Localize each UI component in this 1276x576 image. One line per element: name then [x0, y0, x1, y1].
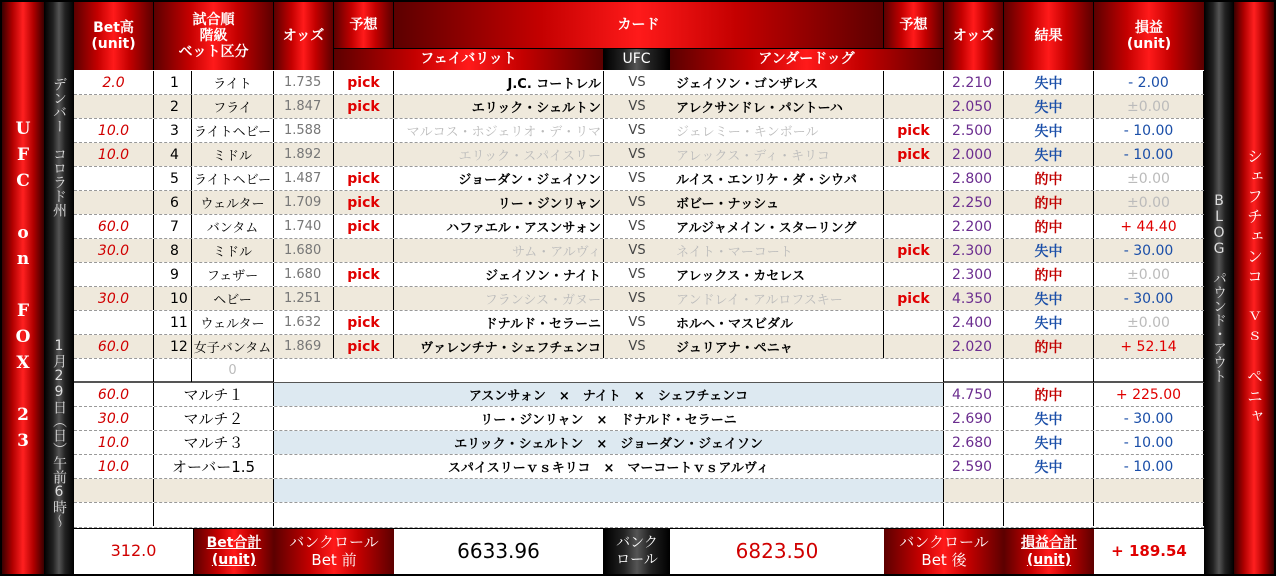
profit-loss: - 30.00: [1094, 239, 1204, 262]
profit-loss: - 10.00: [1094, 143, 1204, 166]
bet-amount: [74, 263, 154, 286]
favorite-odds: 1.680: [274, 263, 334, 286]
favorite-pick: pick: [334, 335, 394, 358]
favorite-odds: 1.740: [274, 215, 334, 238]
multi-odds: [944, 479, 1004, 502]
fight-number: 10: [154, 287, 192, 310]
underdog-pick: [884, 263, 944, 286]
fight-number: 6: [154, 191, 192, 214]
multi-label: マルチ３: [154, 431, 274, 454]
bet-amount: 10.0: [74, 431, 154, 454]
underdog-pick: pick: [884, 239, 944, 262]
multi-row: [74, 455, 1204, 479]
result: 失中: [1004, 431, 1094, 454]
fight-row: [74, 263, 1204, 287]
underdog-odds: 2.250: [944, 191, 1004, 214]
favorite-fighter: ジョーダン・ジェイソン: [394, 167, 604, 190]
fight-row: [74, 71, 1204, 95]
vs-label: VS: [604, 95, 670, 118]
underdog-odds: 2.000: [944, 143, 1004, 166]
underdog-odds: 2.500: [944, 119, 1004, 142]
favorite-fighter: リー・ジンリャン: [394, 191, 604, 214]
multi-description: [274, 479, 944, 502]
favorite-odds: 1.588: [274, 119, 334, 142]
result: 失中: [1004, 407, 1094, 430]
bet-amount: [74, 503, 154, 526]
multi-odds: 4.750: [944, 383, 1004, 406]
bet-amount: 30.0: [74, 407, 154, 430]
blank-row: [74, 503, 1204, 528]
underdog-odds: 2.050: [944, 95, 1004, 118]
bankroll-before: 6633.96: [394, 529, 604, 574]
underdog-pick: [884, 335, 944, 358]
profit-loss: - 10.00: [1094, 431, 1204, 454]
fight-row: [74, 95, 1204, 119]
favorite-odds: 1.709: [274, 191, 334, 214]
underdog-odds: 2.300: [944, 239, 1004, 262]
favorite-pick: pick: [334, 263, 394, 286]
fight-row: [74, 335, 1204, 359]
underdog-pick: [884, 311, 944, 334]
bet-amount: 10.0: [74, 143, 154, 166]
fight-row: [74, 239, 1204, 263]
header-bet: Bet高 (unit): [74, 2, 154, 70]
bankroll-after: 6823.50: [735, 539, 819, 563]
multi-odds: [944, 503, 1004, 526]
result: [1004, 479, 1094, 502]
event-title: UFC on FOX 23: [2, 2, 44, 574]
blog-label: BLOG パウンド・アウト: [1204, 2, 1234, 574]
favorite-pick: [334, 239, 394, 262]
vs-label: VS: [604, 239, 670, 262]
result: 失中: [1004, 287, 1094, 310]
fight-row: [74, 167, 1204, 191]
empty-row: [74, 359, 1204, 383]
multi-label: マルチ１: [154, 383, 274, 406]
profit-loss: ±0.00: [1094, 191, 1204, 214]
pl-total: + 189.54: [1111, 541, 1187, 560]
favorite-fighter: サム・アルヴィ: [394, 239, 604, 262]
bet-amount: 60.0: [74, 335, 154, 358]
multi-description: スパイスリーｖｓキリコ × マーコートｖｓアルヴィ: [274, 455, 944, 478]
profit-loss: [1094, 503, 1204, 526]
bet-amount: 10.0: [74, 119, 154, 142]
vs-label: VS: [628, 171, 646, 186]
card-cell: [274, 359, 944, 382]
result: 失中: [1004, 239, 1094, 262]
underdog-fighter: アルジャメイン・スターリング: [670, 215, 884, 238]
underdog-fighter: アレックス・カセレス: [670, 263, 884, 286]
result: 的中: [1004, 263, 1094, 286]
bet-amount: 2.0: [74, 71, 154, 94]
fight-number: 11: [154, 311, 192, 334]
favorite-pick: pick: [334, 191, 394, 214]
favorite-fighter: ヴァレンチナ・シェフチェンコ: [394, 335, 604, 358]
result: 失中: [1004, 311, 1094, 334]
event-location: デンバー コロラド州: [51, 77, 67, 217]
multi-description: リー・ジンリャン × ドナルド・セラーニ: [274, 407, 944, 430]
weight-class: 0: [192, 359, 274, 382]
favorite-pick: [334, 119, 394, 142]
bet-amount: 60.0: [74, 215, 154, 238]
multi-odds: 2.680: [944, 431, 1004, 454]
weight-class: ミドル: [192, 239, 274, 262]
underdog-fighter: ホルヘ・マスビダル: [670, 311, 884, 334]
favorite-pick: pick: [334, 215, 394, 238]
favorite-pick: pick: [334, 95, 394, 118]
vs-label: VS: [604, 287, 670, 310]
underdog-fighter: ジェイソン・ゴンザレス: [670, 71, 884, 94]
fight-number: [154, 359, 192, 382]
bet-total-label: Bet合計 (unit): [194, 529, 274, 574]
header-odds: オッズ: [274, 2, 334, 70]
fight-number: 4: [154, 143, 192, 166]
favorite-odds: 1.487: [274, 167, 334, 190]
fight-row: [74, 215, 1204, 239]
result: 的中: [1004, 383, 1094, 406]
result: 失中: [1004, 71, 1094, 94]
profit-loss: - 2.00: [1094, 71, 1204, 94]
header-favorite: フェイバリット: [334, 48, 604, 70]
underdog-pick: pick: [884, 119, 944, 142]
weight-class: フェザー: [192, 263, 274, 286]
favorite-odds: 1.847: [274, 95, 334, 118]
fight-row: [74, 287, 1204, 311]
vs-label: VS: [628, 267, 646, 282]
underdog-pick: [884, 71, 944, 94]
multi-description: アスンサォン × ナイト × シェフチェンコ: [274, 383, 944, 406]
fight-number: 9: [154, 263, 192, 286]
fight-row: [74, 143, 1204, 167]
fight-row: [74, 311, 1204, 335]
vs-label: VS: [628, 123, 646, 138]
multi-row: [74, 383, 1204, 407]
underdog-fighter: ルイス・エンリケ・ダ・シウバ: [670, 167, 884, 190]
weight-class: ライトヘビー: [192, 167, 274, 190]
weight-class: ウェルター: [192, 191, 274, 214]
profit-loss: [1094, 359, 1204, 382]
bankroll-before-label: バンクロール Bet 前: [274, 529, 394, 574]
favorite-fighter: エリック・スパイスリー: [394, 143, 604, 166]
underdog-fighter: ジュリアナ・ペニャ: [670, 335, 884, 358]
favorite-odds: 1.680: [274, 239, 334, 262]
underdog-odds: 4.350: [944, 287, 1004, 310]
header-pick: 予想: [334, 2, 394, 48]
result: 失中: [1004, 119, 1094, 142]
underdog-odds: 2.210: [944, 71, 1004, 94]
bet-amount: 30.0: [74, 239, 154, 262]
result: 的中: [1004, 335, 1094, 358]
underdog-pick: [884, 167, 944, 190]
weight-class: ライトヘビー: [192, 119, 274, 142]
bankroll-label: バンク ロール: [604, 529, 670, 574]
underdog-odds: 2.200: [944, 215, 1004, 238]
favorite-fighter: ハファエル・アスンサォン: [394, 215, 604, 238]
favorite-fighter: ジェイソン・ナイト: [394, 263, 604, 286]
bet-amount: 30.0: [74, 287, 154, 310]
underdog-pick: pick: [884, 143, 944, 166]
bet-amount: [74, 191, 154, 214]
underdog-pick: [884, 95, 944, 118]
profit-loss: ±0.00: [1094, 167, 1204, 190]
fight-number: 7: [154, 215, 192, 238]
result: [1004, 359, 1094, 382]
underdog-odds: 2.300: [944, 263, 1004, 286]
underdog-fighter: アレクサンドレ・パントーハ: [670, 95, 884, 118]
underdog-fighter: ネイト・マーコート: [670, 239, 884, 262]
underdog-pick: pick: [884, 287, 944, 310]
main-event-label: シェフチェンコ ｖｓ ペニャ: [1234, 2, 1274, 574]
favorite-pick: [334, 287, 394, 310]
profit-loss: - 10.00: [1094, 119, 1204, 142]
multi-odds: 2.590: [944, 455, 1004, 478]
profit-loss: + 225.00: [1094, 383, 1204, 406]
fight-number: 1: [154, 71, 192, 94]
fight-number: 3: [154, 119, 192, 142]
multi-description: エリック・シェルトン × ジョーダン・ジェイソン: [274, 431, 944, 454]
header-pl: 損益 (unit): [1094, 2, 1204, 70]
weight-class: バンタム: [192, 215, 274, 238]
profit-loss: ±0.00: [1094, 95, 1204, 118]
fight-row: [74, 119, 1204, 143]
underdog-fighter: アンドレイ・アルロフスキー: [670, 287, 884, 310]
multi-row: [74, 431, 1204, 455]
profit-loss: + 52.14: [1094, 335, 1204, 358]
fight-number: 8: [154, 239, 192, 262]
profit-loss: - 30.00: [1094, 287, 1204, 310]
favorite-pick: [334, 143, 394, 166]
favorite-odds: 1.892: [274, 143, 334, 166]
vs-label: VS: [628, 75, 646, 90]
underdog-odds: [944, 359, 1004, 382]
fight-number: 5: [154, 167, 192, 190]
favorite-pick: pick: [334, 311, 394, 334]
vs-label: VS: [628, 315, 646, 330]
favorite-odds: 1.251: [274, 287, 334, 310]
header-odds2: オッズ: [944, 2, 1004, 70]
underdog-fighter: アレックス・ディ・キリコ: [670, 143, 884, 166]
underdog-fighter: ボビー・ナッシュ: [670, 191, 884, 214]
header-card: カード: [394, 2, 884, 48]
vs-label: VS: [604, 335, 670, 358]
header-result: 結果: [1004, 2, 1094, 70]
result: [1004, 503, 1094, 526]
bankroll-after-label: バンクロール Bet 後: [884, 529, 1004, 574]
favorite-fighter: ドナルド・セラーニ: [394, 311, 604, 334]
header-underdog: アンダードッグ: [670, 48, 944, 70]
vs-label: VS: [604, 191, 670, 214]
favorite-odds: 1.869: [274, 335, 334, 358]
weight-class: ミドル: [192, 143, 274, 166]
favorite-odds: 1.632: [274, 311, 334, 334]
bet-total: 312.0: [74, 529, 194, 574]
result: 失中: [1004, 455, 1094, 478]
bet-amount: [74, 479, 154, 502]
underdog-odds: 2.800: [944, 167, 1004, 190]
pl-total-label: 損益合計 (unit): [1004, 529, 1094, 574]
event-info-column: [44, 2, 74, 574]
result: 的中: [1004, 167, 1094, 190]
favorite-fighter: エリック・シェルトン: [394, 95, 604, 118]
result: 失中: [1004, 143, 1094, 166]
underdog-odds: 2.400: [944, 311, 1004, 334]
blank-row: [74, 479, 1204, 503]
underdog-pick: [884, 215, 944, 238]
profit-loss: + 44.40: [1094, 215, 1204, 238]
header-pick2: 予想: [884, 2, 944, 48]
fight-row: [74, 191, 1204, 215]
fight-number: 12: [154, 335, 192, 358]
profit-loss: ±0.00: [1094, 263, 1204, 286]
favorite-odds: 1.735: [274, 71, 334, 94]
favorite-pick: pick: [334, 71, 394, 94]
underdog-pick: [884, 359, 944, 382]
underdog-odds: 2.020: [944, 335, 1004, 358]
header-ufc: UFC: [604, 48, 670, 70]
profit-loss: [1094, 479, 1204, 502]
result: 的中: [1004, 215, 1094, 238]
bet-amount: [74, 311, 154, 334]
weight-class: フライ: [192, 95, 274, 118]
weight-class: 女子バンタム: [192, 335, 274, 358]
bet-amount: 10.0: [74, 455, 154, 478]
vs-label: VS: [628, 219, 646, 234]
result: 的中: [1004, 191, 1094, 214]
bet-amount: [74, 359, 154, 382]
multi-description: [274, 503, 944, 526]
multi-label: マルチ２: [154, 407, 274, 430]
weight-class: ライト: [192, 71, 274, 94]
weight-class: ウェルター: [192, 311, 274, 334]
vs-label: VS: [604, 143, 670, 166]
favorite-pick: pick: [334, 167, 394, 190]
fight-number: 2: [154, 95, 192, 118]
favorite-fighter: マルコス・ホジェリオ・デ・リマ: [394, 119, 604, 142]
underdog-fighter: ジェレミー・キンボール: [670, 119, 884, 142]
profit-loss: ±0.00: [1094, 311, 1204, 334]
favorite-fighter: J.C. コートレル: [394, 71, 604, 94]
multi-row: [74, 407, 1204, 431]
underdog-pick: [884, 191, 944, 214]
bet-amount: 60.0: [74, 383, 154, 406]
multi-label: オーバー1.5: [154, 455, 274, 478]
header-order: 試合順 階級 ベット区分: [154, 2, 274, 70]
result: 失中: [1004, 95, 1094, 118]
profit-loss: - 10.00: [1094, 455, 1204, 478]
favorite-fighter: フランシス・ガヌー: [394, 287, 604, 310]
multi-label: [154, 503, 274, 526]
bet-amount: [74, 95, 154, 118]
weight-class: ヘビー: [192, 287, 274, 310]
bet-amount: [74, 167, 154, 190]
multi-label: [154, 479, 274, 502]
profit-loss: - 30.00: [1094, 407, 1204, 430]
event-datetime: 1月29日（日）午前6時〜: [51, 338, 67, 528]
multi-odds: 2.690: [944, 407, 1004, 430]
